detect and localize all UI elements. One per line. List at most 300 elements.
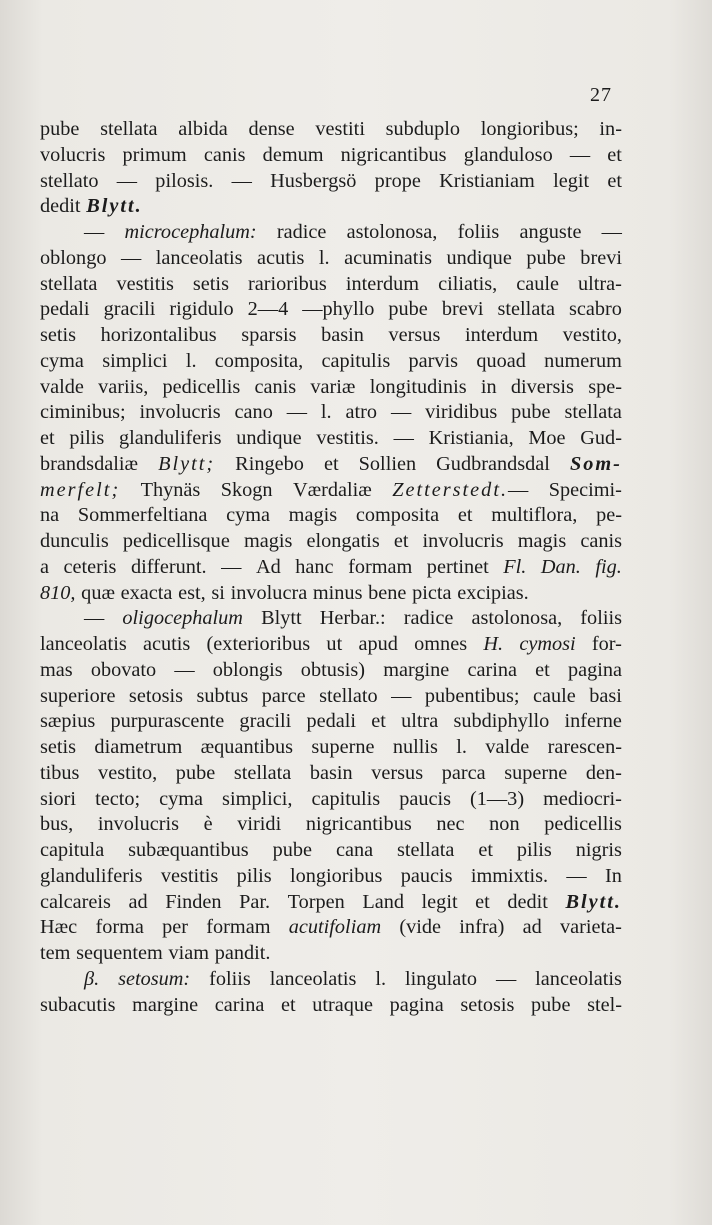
word-text: basin [309, 761, 353, 784]
word-text: formam [206, 916, 271, 939]
word-text: setis [192, 272, 229, 295]
word [116, 272, 173, 298]
word-text: — [231, 169, 252, 192]
word-text: et [393, 530, 409, 552]
word [438, 272, 497, 298]
word-text: l. [456, 736, 468, 758]
word-text: — [495, 967, 517, 990]
word-text: pilis [516, 839, 552, 861]
word-text: Kristiania, [428, 427, 514, 449]
word-text: nigris [575, 839, 622, 861]
word-text: oblongis [212, 658, 283, 681]
word [84, 606, 104, 632]
word [544, 812, 622, 838]
word [324, 452, 339, 478]
word [319, 246, 330, 272]
word [312, 993, 373, 1019]
word [86, 194, 143, 220]
word [458, 503, 473, 529]
word [453, 709, 549, 735]
word [40, 323, 76, 349]
word [302, 297, 374, 323]
word-text: superne [311, 736, 375, 758]
word-text: margine [383, 658, 450, 681]
word-text: subacutis [40, 993, 116, 1016]
word [397, 838, 454, 864]
word-text: Thynäs [140, 478, 201, 501]
word-text: excipias. [457, 581, 529, 604]
word [442, 297, 484, 323]
word [439, 169, 535, 195]
word-text: legit [553, 169, 590, 192]
word [140, 400, 221, 426]
word [295, 555, 333, 581]
word-text: Par. [239, 890, 271, 913]
word [288, 890, 345, 916]
word [310, 375, 355, 401]
word-text: apud [358, 633, 398, 655]
word-text: (vide [399, 916, 442, 939]
word-text: canis [580, 530, 622, 552]
word-text: paucis [399, 787, 451, 810]
word [204, 143, 246, 169]
word [359, 452, 416, 478]
word-text: et [607, 169, 622, 192]
word [336, 838, 373, 864]
word [254, 375, 296, 401]
word [516, 272, 559, 298]
word-text: differunt. [130, 555, 207, 578]
word [589, 684, 622, 710]
word-text: Gudbrandsdal [436, 452, 550, 475]
word [235, 400, 273, 426]
word-text: primum [122, 143, 187, 166]
word [404, 606, 454, 632]
word-text: Blytt. [86, 195, 143, 218]
word-text: stellata [100, 118, 158, 140]
word-text: viridibus [425, 401, 498, 424]
text-line [40, 915, 622, 941]
word-text: —phyllo [302, 298, 375, 321]
word [40, 993, 115, 1019]
word [489, 812, 519, 838]
word-text: subæquantibus [128, 839, 249, 861]
word-text: foliis [580, 607, 622, 630]
word [84, 220, 104, 246]
word [392, 478, 528, 504]
word-text: capitula [40, 839, 105, 861]
word-text: albida [178, 118, 228, 140]
text-line [40, 478, 622, 504]
word [236, 426, 301, 452]
word-text: na [40, 504, 60, 527]
word [121, 246, 141, 272]
word [287, 400, 307, 426]
word-text: nec [436, 813, 465, 836]
word [40, 581, 76, 607]
word [533, 684, 576, 710]
text-line [40, 272, 622, 298]
word [563, 323, 622, 349]
word [270, 169, 356, 195]
word [186, 349, 197, 375]
word-text: — [390, 401, 412, 424]
word-text: pube [388, 298, 428, 321]
word-text: acutis [142, 633, 191, 655]
word [569, 297, 622, 323]
word-text: versus [371, 761, 424, 784]
word [442, 761, 486, 787]
word [471, 606, 562, 632]
word [565, 890, 622, 916]
word-text: gracili [103, 298, 156, 321]
word [232, 169, 252, 195]
word-text: variæ [310, 375, 356, 398]
word-text: ciminibus; [40, 401, 126, 424]
word-text: horizontalibus [100, 324, 217, 346]
word-text: 2—4 [247, 298, 289, 321]
word [98, 375, 148, 401]
word [580, 246, 622, 272]
word [347, 220, 438, 246]
word-text: canis [203, 143, 246, 166]
word-text: in [480, 375, 497, 398]
word [414, 632, 467, 658]
word-text: gracili [239, 710, 292, 733]
word [102, 349, 167, 375]
word [319, 684, 378, 710]
text-line [40, 349, 622, 375]
word [261, 606, 302, 632]
word-text: margine [132, 993, 199, 1016]
word [390, 993, 444, 1019]
word [311, 787, 380, 813]
word-text: pe- [596, 504, 622, 527]
word [119, 426, 222, 452]
word-text: radice [403, 607, 454, 630]
text-line [40, 684, 622, 710]
word-text: utraque [312, 993, 374, 1016]
text-line [40, 297, 622, 323]
word [368, 581, 406, 607]
word-text: — [221, 555, 242, 578]
word [231, 581, 308, 607]
word-text: rigidulo [169, 298, 234, 321]
word [76, 941, 163, 967]
word [249, 117, 295, 143]
word-text: setis [40, 736, 77, 758]
text-line [40, 117, 622, 143]
body-text [40, 117, 622, 1018]
word [517, 838, 552, 864]
word-text: Fl. [503, 555, 527, 578]
word [322, 349, 391, 375]
word [504, 761, 567, 787]
word [566, 864, 586, 890]
word [344, 246, 432, 272]
word-text: pedali [306, 710, 357, 733]
word [40, 555, 49, 581]
word [40, 349, 84, 375]
word-text: pedicellis [162, 375, 241, 398]
word [383, 658, 449, 684]
word [425, 684, 520, 710]
page-number: 27 [590, 84, 612, 106]
word-text: si [211, 581, 225, 604]
word-text: — [286, 401, 308, 424]
word [491, 503, 577, 529]
word-text: brevi [441, 298, 484, 321]
word-text: Værdaliæ [292, 478, 372, 501]
word-text: vestitis. [316, 427, 379, 449]
word-text: setosum: [118, 967, 191, 990]
word-text: subtus [196, 684, 249, 707]
word [580, 529, 622, 555]
word-text: demum [262, 143, 324, 166]
word-text: cano [234, 401, 273, 424]
word [422, 890, 458, 916]
word [412, 581, 451, 607]
word [465, 323, 538, 349]
word [40, 761, 79, 787]
word [40, 297, 90, 323]
word [215, 349, 303, 375]
word-text: prope [374, 169, 421, 192]
word-text: nigricantibus [340, 143, 447, 166]
word-text: valde [485, 736, 530, 758]
word-text: minus [312, 581, 363, 604]
word-text: spe- [588, 375, 622, 398]
word-text: longitudinis [369, 375, 467, 398]
text-line [40, 555, 622, 581]
word-text: involucra [230, 581, 308, 604]
word [481, 117, 579, 143]
word [273, 838, 312, 864]
word-text: volucris [40, 143, 106, 166]
word-text: brevi [580, 246, 622, 269]
word-text: pube [511, 401, 551, 424]
word [40, 787, 76, 813]
word-text: pube [40, 118, 80, 140]
word [326, 632, 342, 658]
text-line [40, 632, 622, 658]
word [132, 993, 198, 1019]
word-text: β. [84, 967, 100, 990]
text-line [40, 993, 622, 1019]
word-text: cymosi [519, 633, 576, 655]
text-line [40, 709, 622, 735]
word-text: bus, [40, 813, 74, 836]
word-text: est, [178, 581, 206, 604]
word-text: Torpen [287, 890, 345, 913]
word [446, 246, 511, 272]
word [528, 426, 565, 452]
word [436, 812, 464, 838]
word-text: Blytt. [565, 890, 622, 913]
word [405, 967, 477, 993]
word [586, 761, 622, 787]
word [471, 864, 548, 890]
word-text: Moe [528, 427, 566, 449]
word [281, 993, 296, 1019]
word-text: numerum [544, 349, 622, 372]
word [221, 555, 241, 581]
word [129, 684, 183, 710]
word-text: pube [272, 839, 313, 861]
word-text: longioribus [289, 864, 383, 887]
word [358, 632, 397, 658]
word-text: foliis [209, 967, 251, 990]
word-text: diametrum [94, 736, 183, 758]
text-line [40, 658, 622, 684]
word-text: viridi [237, 813, 282, 836]
word [425, 400, 497, 426]
text-line [40, 375, 622, 401]
text-line [40, 143, 622, 169]
word-text: exacta [120, 581, 173, 604]
word-text: glanduliferis [40, 864, 143, 887]
word-text: acutifoliam [288, 916, 382, 939]
word-text: Kristianiam [439, 169, 535, 192]
word-text: vestitis [160, 864, 219, 887]
word [176, 761, 215, 787]
word [503, 555, 526, 581]
word-text: pube [526, 246, 566, 269]
word [541, 555, 581, 581]
word [523, 915, 542, 941]
word-text: — [601, 221, 622, 243]
word-text: siori [40, 787, 77, 810]
word [370, 375, 467, 401]
word [607, 143, 622, 169]
word [518, 529, 566, 555]
word [211, 581, 225, 607]
word-text: cyma [40, 349, 84, 372]
word-text: Sommerfeltiana [77, 504, 208, 527]
word-text: et [40, 427, 55, 449]
word-text: obovato [90, 658, 157, 681]
word-text: Skogn [220, 478, 273, 501]
word [95, 915, 143, 941]
word [40, 684, 115, 710]
word [475, 890, 490, 916]
word [215, 993, 265, 1019]
text-line [40, 194, 622, 220]
word-text: pagina [567, 658, 622, 681]
word [40, 838, 104, 864]
word [467, 658, 517, 684]
word [128, 838, 249, 864]
word [263, 143, 324, 169]
word-text: cyma [226, 504, 270, 527]
word [165, 890, 221, 916]
word [316, 426, 379, 452]
word [348, 555, 412, 581]
word-text: variis, [98, 375, 149, 398]
word [595, 555, 621, 581]
word [371, 761, 423, 787]
text-line [40, 529, 622, 555]
text-line [40, 606, 622, 632]
word [436, 452, 550, 478]
word [596, 503, 622, 529]
text-line [40, 941, 622, 967]
word [234, 761, 291, 787]
word [519, 632, 575, 658]
word [235, 452, 304, 478]
word [158, 452, 215, 478]
word-text: stellata [564, 401, 622, 424]
word [393, 735, 438, 761]
word-text: cyma [159, 787, 204, 810]
word-text: sæpius [40, 710, 96, 733]
word [389, 323, 441, 349]
word [209, 967, 251, 993]
word-text: parca [441, 761, 486, 784]
word [110, 709, 224, 735]
word [206, 915, 270, 941]
word-text: pedali [40, 298, 90, 321]
word [457, 581, 529, 607]
word-text: involucris [139, 401, 221, 424]
word [141, 478, 201, 504]
word [478, 838, 493, 864]
text-line [40, 967, 622, 993]
word-text: nullis [392, 736, 438, 758]
word-text: stellata [40, 272, 98, 295]
word [580, 606, 622, 632]
word [375, 967, 386, 993]
word-text: stel- [587, 993, 622, 1016]
word-text: mediocri- [543, 787, 622, 810]
word [159, 787, 203, 813]
word-text: lanceolatis [155, 246, 243, 269]
word-text: Dan. [540, 555, 581, 578]
word-text: brandsdaliæ [40, 452, 139, 475]
word [476, 349, 526, 375]
word [40, 246, 106, 272]
word [40, 658, 73, 684]
word [388, 297, 427, 323]
word [40, 426, 55, 452]
word-text: capitulis [311, 787, 381, 810]
word-text: sequentem [76, 942, 163, 964]
word-text: lanceolatis [40, 633, 127, 655]
word [293, 478, 372, 504]
word-text: Zetterstedt. [392, 478, 509, 501]
word-text: ceteris [63, 555, 117, 578]
word [169, 941, 210, 967]
word-text: stellata [497, 298, 555, 321]
word-text: composita [355, 504, 440, 527]
word [386, 117, 460, 143]
word-text: pedicellisque [122, 530, 230, 552]
word-text: nigricantibus [305, 813, 412, 836]
word-text: Land [362, 890, 404, 913]
word [163, 375, 241, 401]
word-text: et [535, 658, 550, 681]
word-text: et [478, 839, 493, 861]
word-text: acutis [257, 246, 305, 269]
word-text: è [203, 813, 213, 836]
word-text: — [84, 221, 105, 243]
word-text: acuminatis [344, 246, 432, 269]
word-text: vestito, [98, 761, 158, 784]
word [602, 220, 622, 246]
word [531, 993, 570, 1019]
word-text: composita, [214, 349, 304, 372]
word [460, 993, 514, 1019]
